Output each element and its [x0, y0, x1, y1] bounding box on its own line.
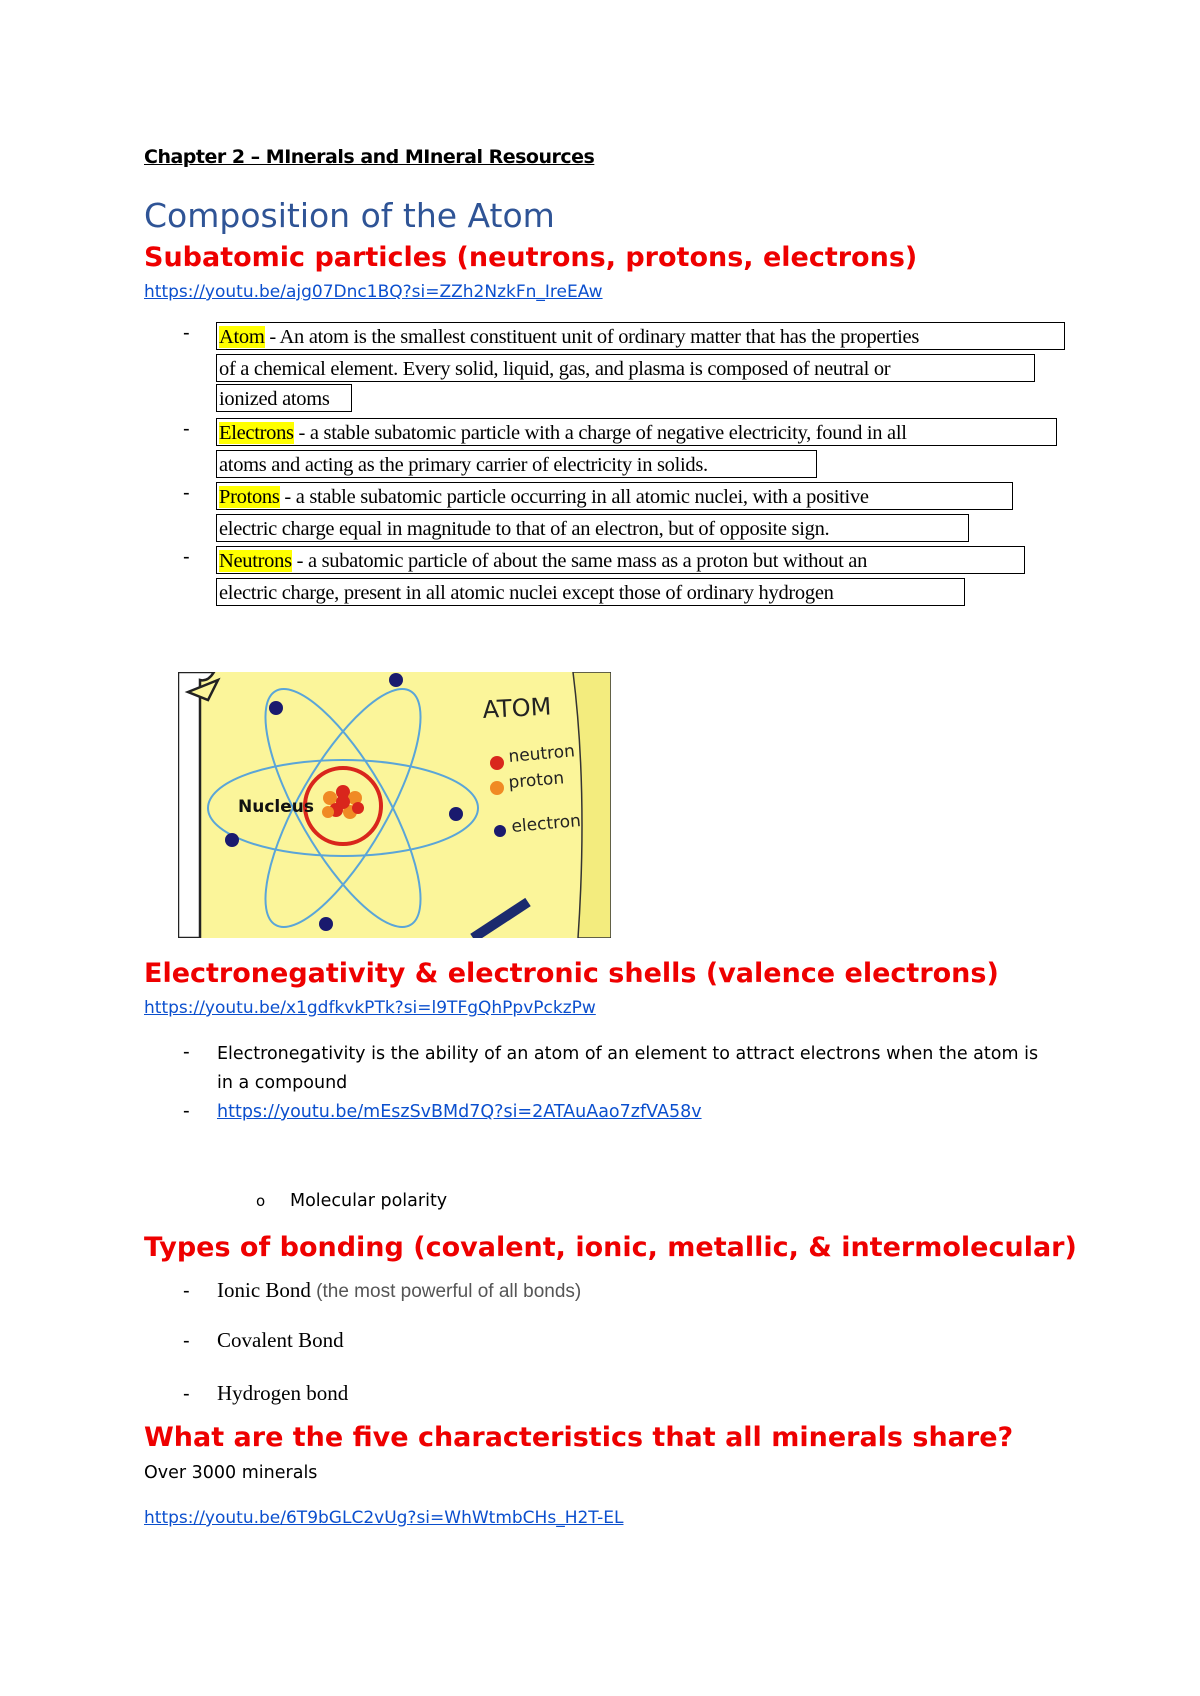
neutrons-definition-line-1: Neutrons - a subatomic particle of about the same mass as a proton but without an [216, 546, 1025, 574]
nucleus-label: Nucleus [238, 797, 314, 817]
legend-neutron-dot [490, 756, 504, 770]
minerals-video-link[interactable]: https://youtu.be/6T9bGLC2vUg?si=WhWtmbCHs_H2T-EL [144, 1508, 624, 1528]
proton-dot [322, 806, 334, 818]
neutron-dot [336, 795, 350, 809]
neutron-dot [352, 802, 364, 814]
protons-definition-line-1: Protons - a stable subatomic particle occurring in all atomic nuclei, with a positive [216, 482, 1013, 510]
electron-dot [319, 917, 333, 931]
bullet-dash: - [183, 1280, 190, 1302]
electron-dot [389, 673, 403, 687]
electronegativity-heading: Electronegativity & electronic shells (valence electrons) [144, 958, 999, 989]
legend-proton: proton [507, 768, 565, 793]
bullet-dash: - [183, 1100, 190, 1122]
electrons-definition-line-1: Electrons - a stable subatomic particle with a charge of negative electricity, found in all [216, 418, 1057, 446]
figure-title: ATOM [481, 692, 553, 724]
electron-dot [225, 833, 239, 847]
electrons-definition-line-2: atoms and acting as the primary carrier of electricity in solids. [216, 450, 817, 478]
term-electrons: Electrons [219, 422, 294, 444]
hydrogen-bond-item: Hydrogen bond [217, 1381, 349, 1405]
bullet-dash: - [183, 1041, 190, 1063]
atom-definition-line-2: of a chemical element. Every solid, liquid, gas, and plasma is composed of neutral or [216, 354, 1035, 382]
term-neutrons: Neutrons [219, 550, 292, 572]
proton-dot [323, 791, 337, 805]
minerals-heading: What are the five characteristics that all minerals share? [144, 1422, 1014, 1453]
bullet-dash: - [183, 546, 190, 568]
electron-dot [269, 701, 283, 715]
bullet-dash: - [183, 1330, 190, 1352]
subatomic-heading: Subatomic particles (neutrons, protons, electrons) [144, 242, 918, 273]
legend-electron-dot [494, 825, 506, 837]
electron-dot [449, 807, 463, 821]
neutrons-definition-line-2: electric charge, present in all atomic nuclei except those of ordinary hydrogen [216, 578, 965, 606]
subatomic-video-link[interactable]: https://youtu.be/ajg07Dnc1BQ?si=ZZh2NzkFn_IreEAw [144, 282, 603, 302]
ionic-bond-item: Ionic Bond (the most powerful of all bonds) [217, 1278, 582, 1302]
covalent-bond-item: Covalent Bond [217, 1328, 344, 1352]
bullet-dash: - [183, 1383, 190, 1405]
molecular-polarity-item: Molecular polarity [290, 1191, 448, 1211]
section-title: Composition of the Atom [144, 196, 555, 235]
protons-definition-line-2: electric charge equal in magnitude to that of an electron, but of opposite sign. [216, 514, 969, 542]
legend-proton-dot [490, 781, 504, 795]
ionic-bond-note: (the most powerful of all bonds) [316, 1281, 582, 1302]
sub-bullet-circle: o [256, 1192, 266, 1210]
legend-neutron: neutron [507, 741, 576, 767]
electronegativity-definition-line-1: Electronegativity is the ability of an atom of an element to attract electrons when the atom is [217, 1044, 1039, 1064]
legend-electron: electron [510, 811, 582, 837]
polarity-video-link[interactable]: https://youtu.be/mEszSvBMd7Q?si=2ATAuAao7zfVA58v [217, 1102, 702, 1122]
bullet-dash: - [183, 418, 190, 440]
electronegativity-video-link[interactable]: https://youtu.be/x1gdfkvkPTk?si=l9TFgQhPpvPckzPw [144, 998, 596, 1018]
term-protons: Protons [219, 486, 280, 508]
electronegativity-definition-line-2: in a compound [217, 1073, 348, 1093]
bullet-dash: - [183, 322, 190, 344]
atom-diagram-figure [178, 672, 611, 938]
term-atom: Atom [219, 326, 265, 348]
atom-definition-line-1: Atom - An atom is the smallest constituent unit of ordinary matter that has the properties [216, 322, 1065, 350]
chapter-title: Chapter 2 – MInerals and MIneral Resources [144, 146, 595, 168]
bonding-heading: Types of bonding (covalent, ionic, metallic, & intermolecular) [144, 1232, 1077, 1263]
minerals-count-text: Over 3000 minerals [144, 1463, 318, 1483]
bullet-dash: - [183, 482, 190, 504]
atom-definition-line-3: ionized atoms [216, 384, 352, 412]
